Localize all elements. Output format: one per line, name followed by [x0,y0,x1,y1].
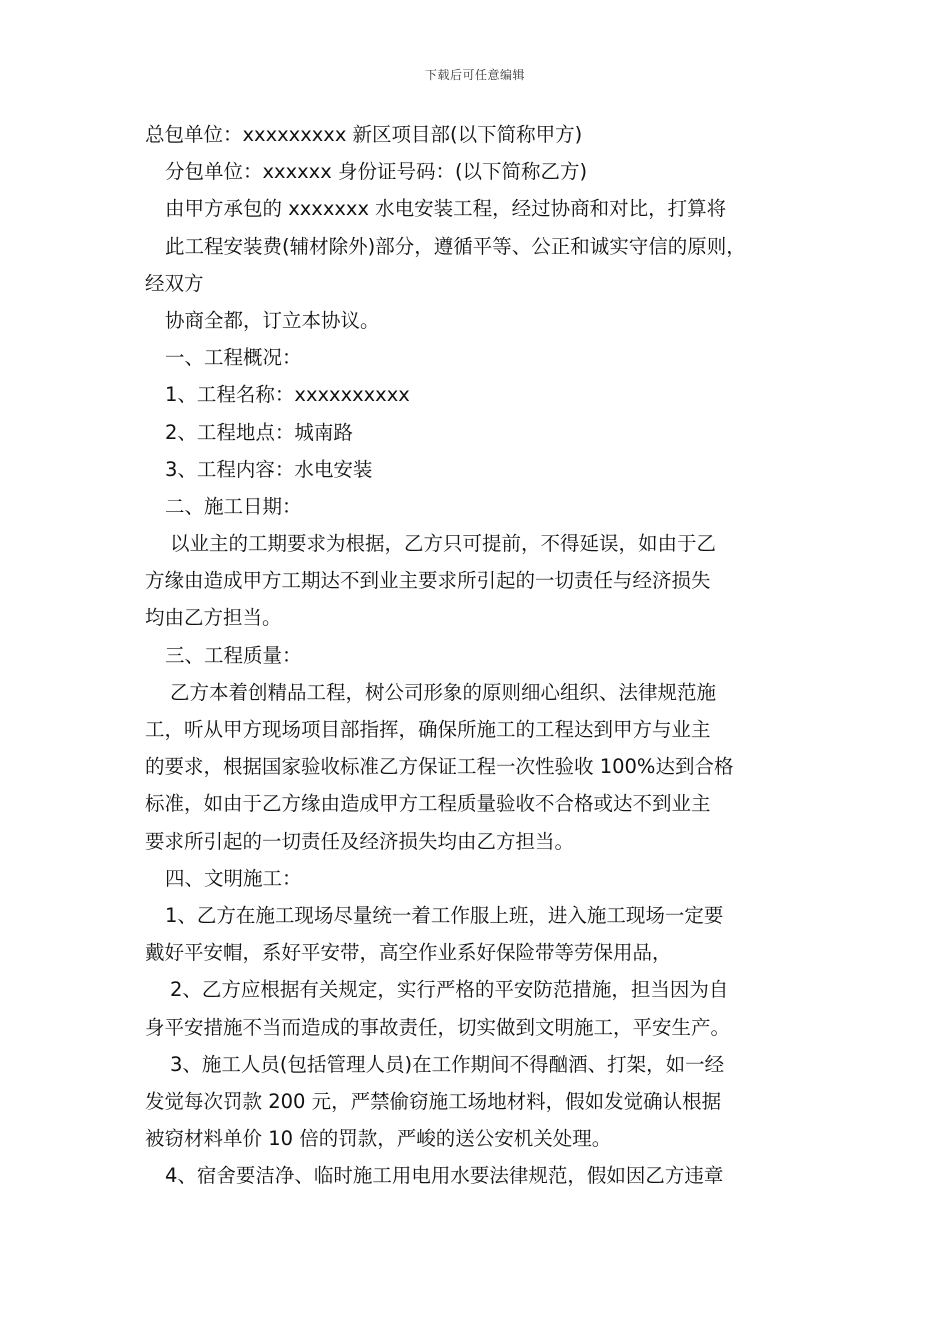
document-line: 总包单位：xxxxxxxxx 新区项目部(以下简称甲方) [145,123,583,146]
document-line: 标准，如由于乙方缘由造成甲方工程质量验收不合格或达不到业主 [145,792,711,816]
document-line: 3、工程内容：水电安装 [165,457,373,481]
document-line: 2、工程地点：城南路 [165,420,353,444]
document-line: 经双方 [145,271,204,295]
document-line: 协商全都，订立本协议。 [165,308,380,332]
document-line: 戴好平安帽，系好平安带，高空作业系好保险带等劳保用品， [145,941,672,965]
document-line: 身平安措施不当而造成的事故责任，切实做到文明施工，平安生产。 [145,1015,731,1039]
document-line: 1、乙方在施工现场尽量统一着工作服上班，进入施工现场一定要 [165,903,724,927]
document-line: 3、施工人员(包括管理人员)在工作期间不得酗酒、打架，如一经 [170,1052,725,1076]
document-line: 2、乙方应根据有关规定，实行严格的平安防范措施，担当因为自 [170,978,729,1002]
document-line: 以业主的工期要求为根据，乙方只可提前，不得延误，如由于乙 [170,532,717,556]
document-line: 工，听从甲方现场项目部指挥，确保所施工的工程达到甲方与业主 [145,718,711,741]
document-body [145,116,825,1194]
document-line: 4、宿舍要洁净、临时施工用电用水要法律规范，假如因乙方违章 [165,1164,724,1188]
document-line: 1、工程名称：xxxxxxxxxx [165,383,410,407]
document-line: 此工程安装费(辅材除外)部分，遵循平等、公正和诚实守信的原则， [165,234,746,258]
document-line: 由甲方承包的 xxxxxxx 水电安装工程，经过协商和对比，打算将 [165,197,727,221]
document-line: 三、工程质量： [165,643,302,667]
document-line: 分包单位：xxxxxx 身份证号码：(以下简称乙方) [165,160,588,184]
page-header-note: 下载后可任意编辑 [424,68,525,82]
document-line: 方缘由造成甲方工期达不到业主要求所引起的一切责任与经济损失 [145,569,711,593]
document-line: 均由乙方担当。 [145,606,282,630]
document-line: 一、工程概况： [165,346,302,370]
document-line: 发觉每次罚款 200 元，严禁偷窃施工场地材料，假如发觉确认根据 [145,1089,722,1113]
document-line: 要求所引起的一切责任及经济损失均由乙方担当。 [145,829,575,853]
document-line: 四、文明施工： [165,866,302,890]
document-line: 的要求，根据国家验收标准乙方保证工程一次性验收 100%达到合格 [145,755,734,779]
document-line: 被窃材料单价 10 倍的罚款，严峻的送公安机关处理。 [145,1127,612,1151]
document-line: 二、施工日期： [165,494,302,518]
document-line: 乙方本着创精品工程，树公司形象的原则细心组织、法律规范施 [170,680,717,704]
